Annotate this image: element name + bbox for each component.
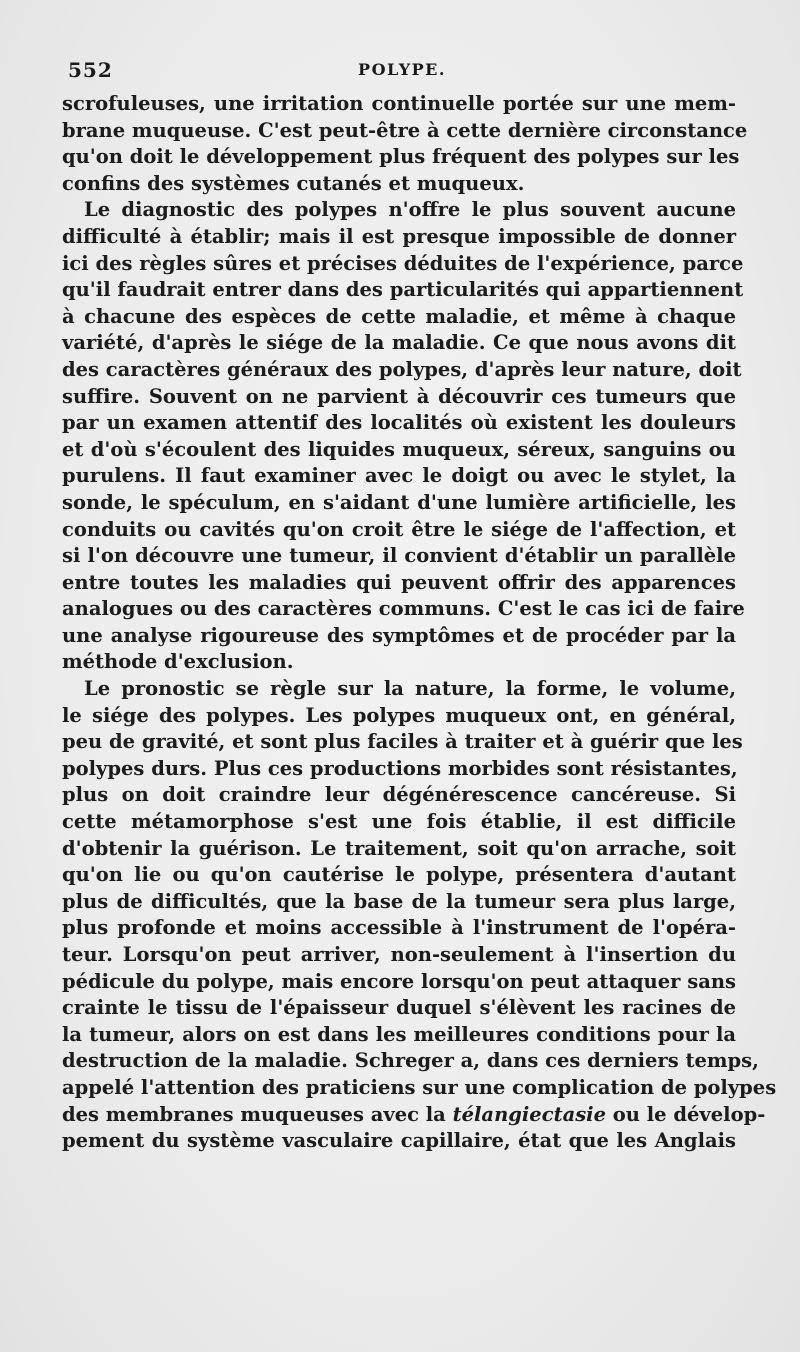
text-line: sonde, le spéculum, en s'aidant d'une lumière artificielle, les xyxy=(62,490,736,514)
text-line: teur. Lorsqu'on peut arriver, non-seulement à l'insertion du xyxy=(62,943,736,966)
text-line: variété, d'après le siége de la maladie. Ce que nous avons dit xyxy=(62,331,736,355)
text-line: crainte le tissu de l'épaisseur duquel s'élèvent les racines de xyxy=(62,996,736,1020)
text-segment: ou le dévelop- xyxy=(606,1102,766,1126)
text-line: par un examen attentif des localités où existent les douleurs xyxy=(62,411,736,435)
text-line: suffire. Souvent on ne parvient à découvrir ces tumeurs que xyxy=(62,384,736,408)
text-line: difficulté à établir; mais il est presque impossible de donner xyxy=(62,224,736,248)
page-header xyxy=(68,58,736,90)
text-line: plus de difficultés, que la base de la tumeur sera plus large, xyxy=(62,889,736,913)
text-line: Le pronostic se règle sur la nature, la forme, le volume, xyxy=(84,677,736,701)
text-line: à chacune des espèces de cette maladie, et même à chaque xyxy=(62,304,736,328)
text-line: et d'où s'écoulent des liquides muqueux, séreux, sanguins ou xyxy=(62,437,736,461)
text-line: qu'il faudrait entrer dans des particularités qui appartiennent xyxy=(62,278,744,302)
text-line: Le diagnostic des polypes n'offre le plus souvent aucune xyxy=(84,198,736,222)
text-line-with-italic xyxy=(62,1102,766,1129)
text-line: confins des systèmes cutanés et muqueux. xyxy=(62,171,525,195)
page-number: 552 xyxy=(68,58,113,82)
text-line: qu'on doit le développement plus fréquent des polypes sur les xyxy=(62,145,740,169)
text-line: plus on doit craindre leur dégénérescence cancéreuse. Si xyxy=(62,783,736,807)
text-line: peu de gravité, et sont plus faciles à traiter et à guérir que les xyxy=(62,730,743,754)
italic-term: télangiectasie xyxy=(452,1102,607,1126)
text-line: purulens. Il faut examiner avec le doigt ou avec le stylet, la xyxy=(62,464,736,488)
text-line: la tumeur, alors on est dans les meilleures conditions pour la xyxy=(62,1022,736,1046)
text-line: entre toutes les maladies qui peuvent offrir des apparences xyxy=(62,570,736,594)
text-line: qu'on lie ou qu'on cautérise le polype, présentera d'autant xyxy=(62,863,736,887)
running-head: POLYPE. xyxy=(358,60,446,79)
text-line: cette métamorphose s'est une fois établie, il est difficile xyxy=(62,810,736,834)
text-line: méthode d'exclusion. xyxy=(62,650,294,674)
body-text xyxy=(62,91,777,1155)
text-line: analogues ou des caractères communs. C'est le cas ici de faire xyxy=(62,597,745,621)
text-line: si l'on découvre une tumeur, il convient d'établir un parallèle xyxy=(62,544,736,568)
text-line: appelé l'attention des praticiens sur une complication de polypes xyxy=(62,1075,777,1099)
text-line: une analyse rigoureuse des symptômes et de procéder par la xyxy=(62,623,736,647)
text-line: conduits ou cavités qu'on croit être le siége de l'affection, et xyxy=(62,517,736,541)
text-line: le siége des polypes. Les polypes muqueux ont, en général, xyxy=(62,703,736,727)
text-line: plus profonde et moins accessible à l'instrument de l'opéra- xyxy=(62,916,736,940)
text-segment: des membranes muqueuses avec la xyxy=(62,1102,453,1126)
text-line: scrofuleuses, une irritation continuelle portée sur une mem- xyxy=(62,92,736,115)
text-line: pement du système vasculaire capillaire, état que les Anglais xyxy=(62,1129,736,1153)
text-line: destruction de la maladie. Schreger a, dans ces derniers temps, xyxy=(62,1049,759,1073)
text-line: brane muqueuse. C'est peut-être à cette dernière circonstance xyxy=(62,118,748,142)
text-line: polypes durs. Plus ces productions morbides sont résistantes, xyxy=(62,756,738,780)
text-line: d'obtenir la guérison. Le traitement, soit qu'on arrache, soit xyxy=(62,836,736,860)
text-line: des caractères généraux des polypes, d'après leur nature, doit xyxy=(62,357,742,381)
text-line: ici des règles sûres et précises déduites de l'expérience, parce xyxy=(62,251,744,275)
text-line: pédicule du polype, mais encore lorsqu'on peut attaquer sans xyxy=(62,969,736,993)
